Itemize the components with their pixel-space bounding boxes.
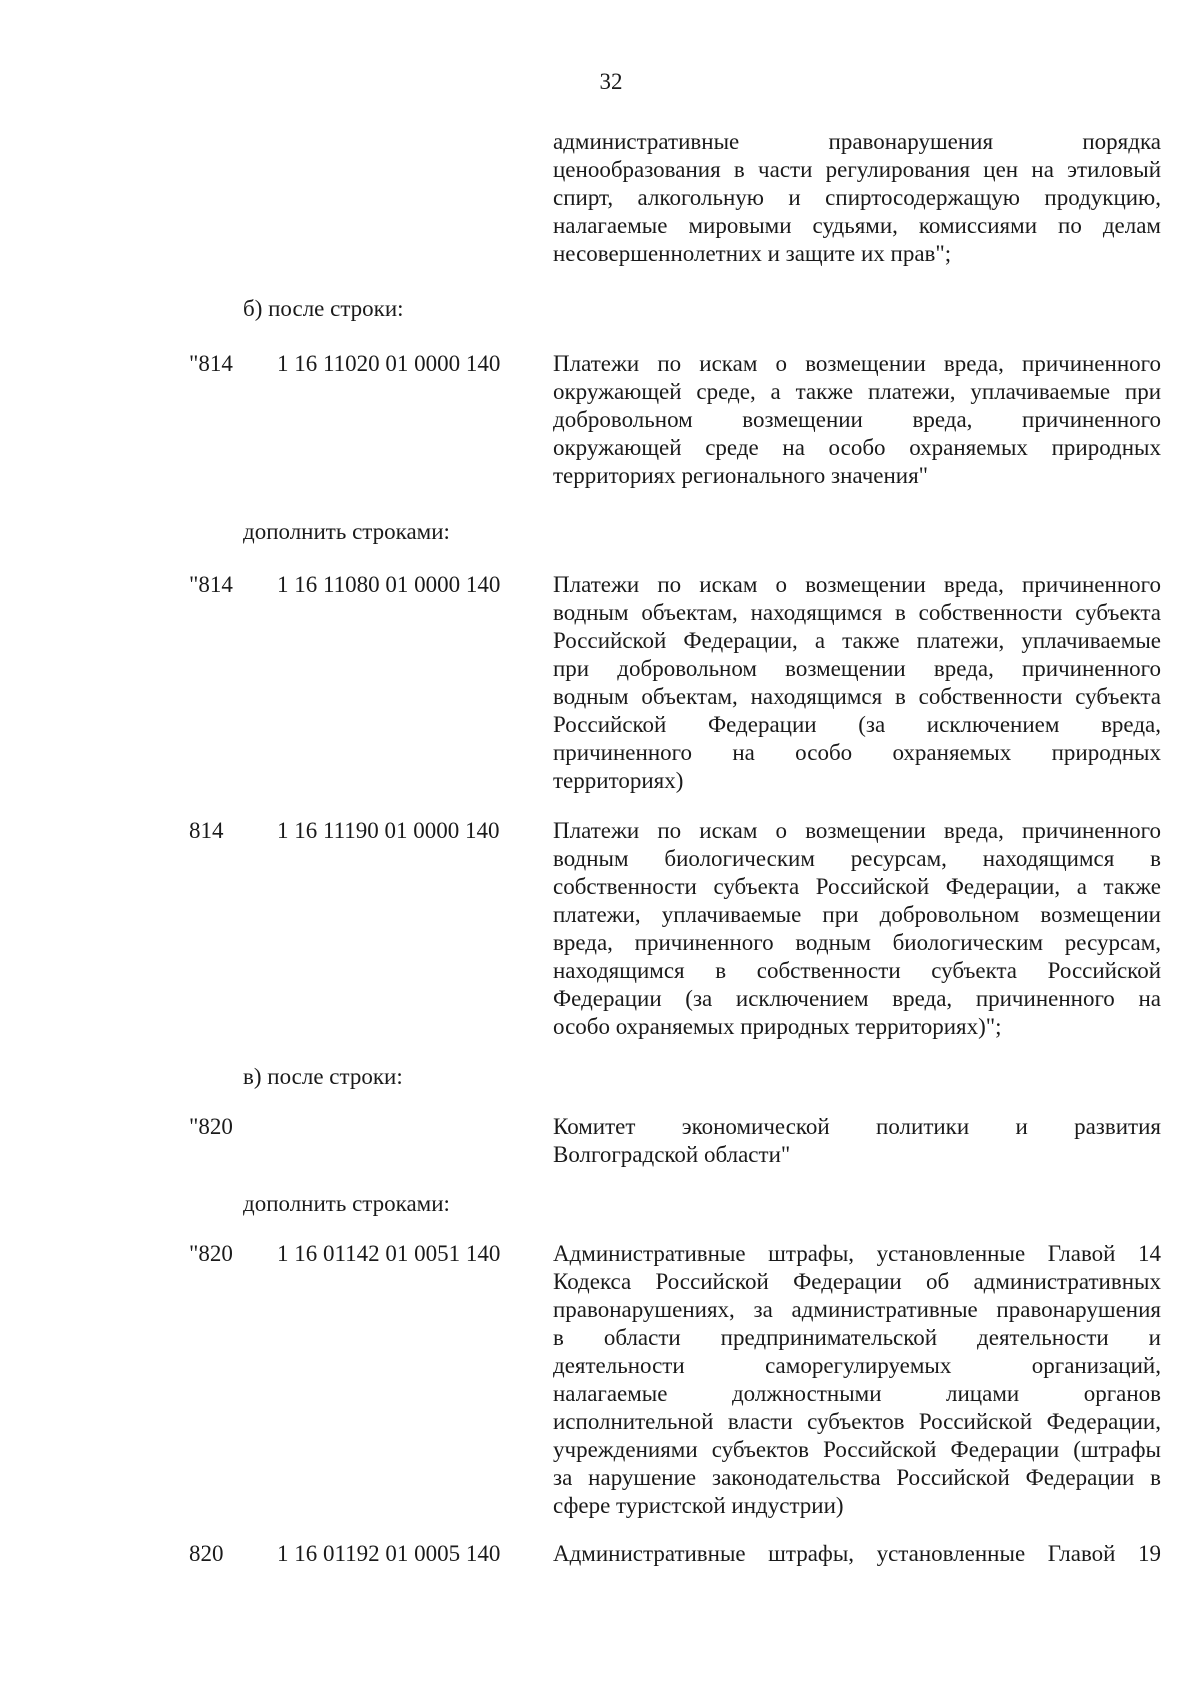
row-line: учреждениями субъектов Российской Федерации (штрафы <box>553 1437 1161 1462</box>
row-line: находящимся в собственности субъекта Российской <box>553 958 1161 983</box>
row-line: собственности субъекта Российской Федерации, а также <box>553 874 1161 899</box>
row-classification-code: 1 16 01142 01 0051 140 <box>277 1241 501 1266</box>
row-description <box>553 817 1161 1041</box>
row-line: территориях регионального значения" <box>553 463 929 488</box>
row-budget-code: "820 <box>189 1241 233 1266</box>
row-line: вреда, причиненного водным биологическим ресурсам, <box>553 930 1161 955</box>
row-line: Платежи по искам о возмещении вреда, причиненного <box>553 818 1161 843</box>
row-line: Российской Федерации (за исключением вреда, <box>553 712 1161 737</box>
row-classification-code: 1 16 11020 01 0000 140 <box>277 351 501 376</box>
intro-line: несовершеннолетних и защите их прав"; <box>553 241 952 266</box>
row-description <box>553 1113 1161 1169</box>
row-line: водным объектам, находящимся в собственности субъекта <box>553 600 1161 625</box>
intro-line: ценообразования в части регулирования цен на этиловый <box>553 157 1161 182</box>
instruction-b-after: б) после строки: <box>243 296 404 321</box>
row-line: водным объектам, находящимся в собственности субъекта <box>553 684 1161 709</box>
row-budget-code: 814 <box>189 818 224 843</box>
instruction-v-after: в) после строки: <box>243 1064 403 1089</box>
row-classification-code: 1 16 11190 01 0000 140 <box>277 818 500 843</box>
row-line: водным биологическим ресурсам, находящимся в <box>553 846 1161 871</box>
row-description <box>553 1540 1161 1568</box>
row-line: окружающей среде, а также платежи, уплачиваемые при <box>553 379 1161 404</box>
row-line: особо охраняемых природных территориях)"; <box>553 1014 1002 1039</box>
row-line: деятельности саморегулируемых организаций, <box>553 1353 1161 1378</box>
page-number: 32 <box>599 69 623 94</box>
instruction-add-rows: дополнить строками: <box>243 519 450 544</box>
row-line: Платежи по искам о возмещении вреда, причиненного <box>553 572 1161 597</box>
row-line: Комитет экономической политики и развития <box>553 1114 1161 1139</box>
row-description <box>553 350 1161 490</box>
row-line: за нарушение законодательства Российской Федерации в <box>553 1465 1161 1490</box>
row-line: территориях) <box>553 768 684 793</box>
row-line: причиненного на особо охраняемых природных <box>553 740 1161 765</box>
row-description <box>553 1240 1161 1520</box>
row-line: в области предпринимательской деятельности и <box>553 1325 1161 1350</box>
instruction-add-rows: дополнить строками: <box>243 1191 450 1216</box>
row-line: окружающей среде на особо охраняемых природных <box>553 435 1161 460</box>
row-line: Российской Федерации, а также платежи, уплачиваемые <box>553 628 1161 653</box>
row-classification-code: 1 16 01192 01 0005 140 <box>277 1541 501 1566</box>
row-line: Административные штрафы, установленные Главой 14 <box>553 1241 1161 1266</box>
intro-line: административные правонарушения порядка <box>553 129 1161 154</box>
row-line: платежи, уплачиваемые при добровольном возмещении <box>553 902 1161 927</box>
row-budget-code: "814 <box>189 351 233 376</box>
intro-line: спирт, алкогольную и спиртосодержащую продукцию, <box>553 185 1161 210</box>
row-line: Федерации (за исключением вреда, причиненного на <box>553 986 1161 1011</box>
row-classification-code: 1 16 11080 01 0000 140 <box>277 572 501 597</box>
row-line: Кодекса Российской Федерации об административных <box>553 1269 1161 1294</box>
row-budget-code: "820 <box>189 1114 233 1139</box>
row-line: Административные штрафы, установленные Главой 19 <box>553 1541 1161 1566</box>
row-line: налагаемые должностными лицами органов <box>553 1381 1161 1406</box>
intro-line: налагаемые мировыми судьями, комиссиями по делам <box>553 213 1161 238</box>
row-line: исполнительной власти субъектов Российской Федерации, <box>553 1409 1161 1434</box>
row-line: правонарушениях, за административные правонарушения <box>553 1297 1161 1322</box>
row-line: сфере туристской индустрии) <box>553 1493 844 1518</box>
row-line: Платежи по искам о возмещении вреда, причиненного <box>553 351 1161 376</box>
row-budget-code: 820 <box>189 1541 224 1566</box>
row-budget-code: "814 <box>189 572 233 597</box>
row-description <box>553 571 1161 795</box>
row-line: Волгоградской области" <box>553 1142 791 1167</box>
intro-continuation <box>553 128 1161 268</box>
row-line: при добровольном возмещении вреда, причиненного <box>553 656 1161 681</box>
row-line: добровольном возмещении вреда, причиненного <box>553 407 1161 432</box>
